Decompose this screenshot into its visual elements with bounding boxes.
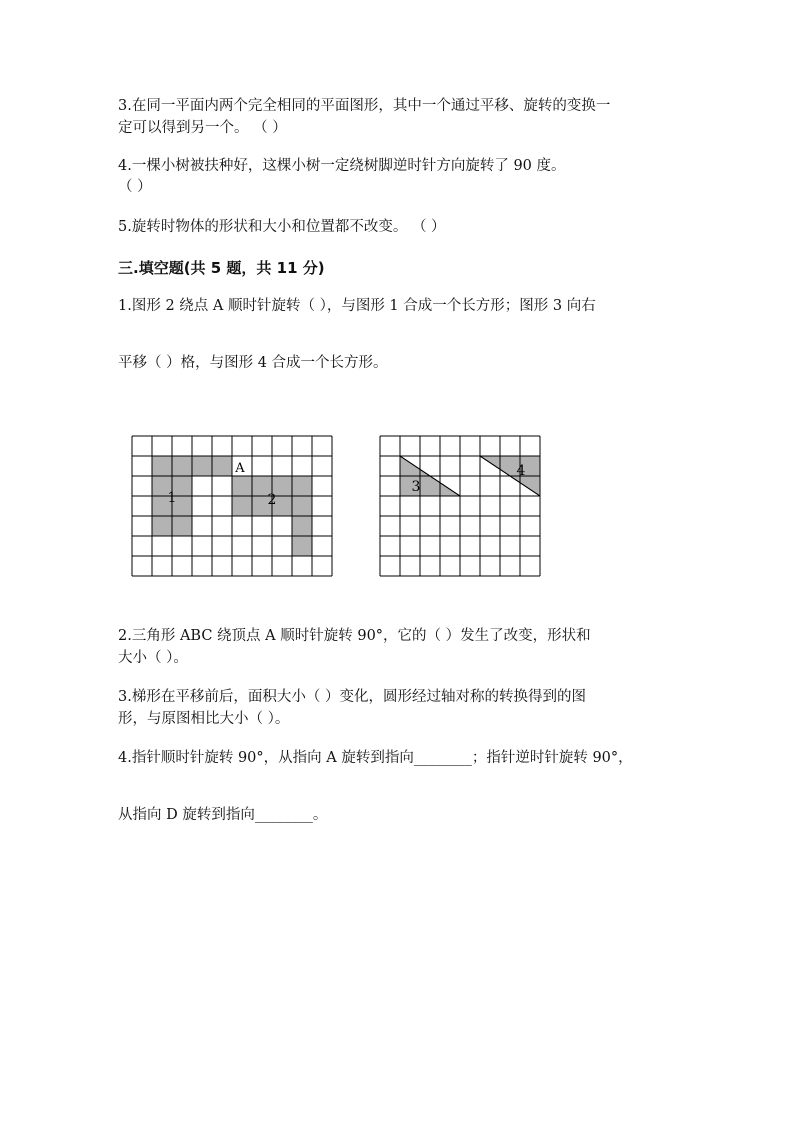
fill-q1-line2: 平移（ ）格，与图形 4 合成一个长方形。 [118, 355, 388, 371]
tf-q5-line1: 5.旋转时物体的形状和大小和位置都不改变。 （ ） [118, 219, 446, 235]
fill-q3-line2: 形，与原图相比大小（ ）。 [118, 711, 290, 727]
left-grid-figure [130, 434, 336, 580]
right-grid-figure [378, 434, 544, 580]
tf-q4-line2: （ ） [118, 179, 152, 195]
shape-2-label: 2 [267, 492, 277, 508]
tf-q4-line1: 4.一棵小树被扶种好，这棵小树一定绕树脚逆时针方向旋转了 90 度。 [118, 158, 566, 174]
tf-q3-line2: 定可以得到另一个。 （ ） [118, 120, 287, 136]
fill-q1-line1: 1.图形 2 绕点 A 顺时针旋转（ ），与图形 1 合成一个长方形；图形 3 向右 [118, 298, 596, 314]
shape-1-label: 1 [167, 490, 177, 506]
fill-q2-line1: 2.三角形 ABC 绕顶点 A 顺时针旋转 90°，它的（ ）发生了改变，形状和 [118, 628, 591, 644]
point-a-label: A [235, 461, 245, 476]
fill-q3-line1: 3.梯形在平移前后，面积大小（ ）变化，圆形经过轴对称的转换得到的图 [118, 689, 586, 705]
tf-q3-line1: 3.在同一平面内两个完全相同的平面图形，其中一个通过平移、旋转的变换一 [118, 98, 611, 114]
fill-q4-line2: 从指向 D 旋转到指向________。 [118, 807, 328, 823]
fill-q2-line2: 大小（ ）。 [118, 650, 188, 666]
shape-4-label: 4 [516, 463, 526, 479]
section-heading: 三.填空题(共 5 题，共 11 分) [118, 259, 325, 277]
fill-q4-line1: 4.指针顺时针旋转 90°，从指向 A 旋转到指向________；指针逆时针旋转 90°， [118, 750, 633, 766]
shape-3-label: 3 [411, 479, 421, 495]
